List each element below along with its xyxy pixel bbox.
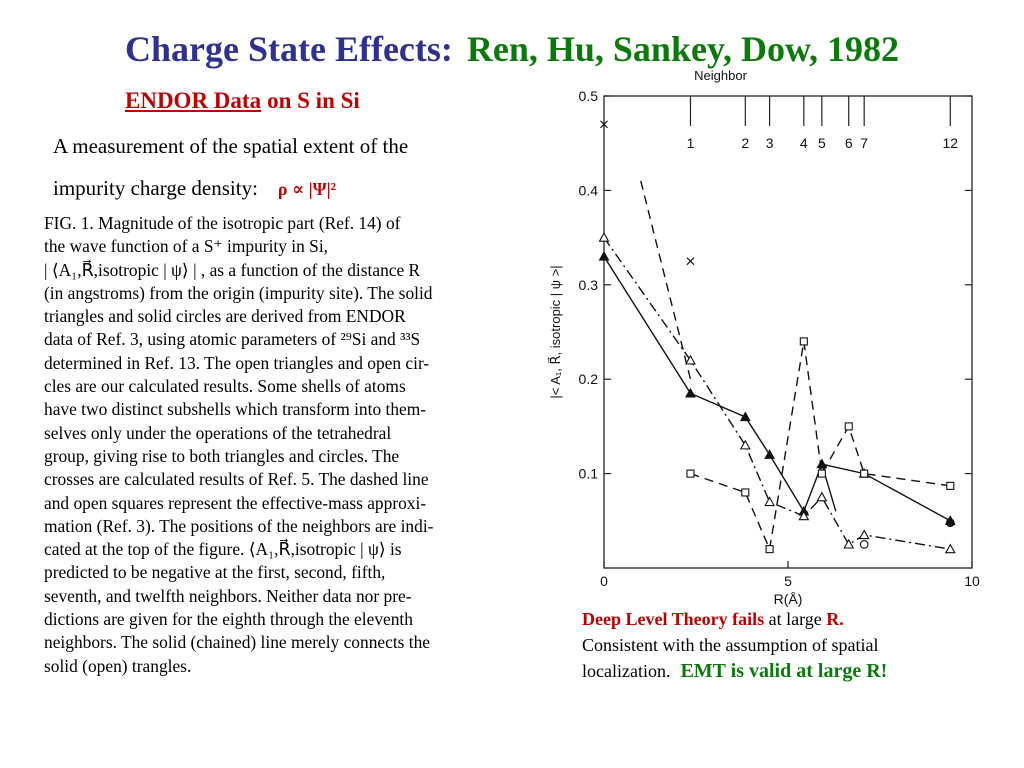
x-tick-label: 0	[600, 573, 608, 589]
caption-line: have two distinct subshells which transform into them-	[44, 399, 427, 420]
data-point-solid-triangle	[765, 450, 774, 458]
data-point-open-triangle	[844, 540, 853, 548]
data-point-open-square	[818, 470, 825, 477]
series-extra-segment	[641, 181, 691, 379]
neighbor-label: 12	[942, 135, 959, 151]
y-tick-label: 0.4	[578, 182, 598, 199]
description-line-1: A measurement of the spatial extent of the	[53, 134, 409, 158]
caption-line: group, giving rise to both triangles and circles. The	[44, 445, 400, 466]
conclusion-line-1	[582, 606, 1022, 632]
description-line-2-text: impurity charge density:	[53, 176, 258, 200]
neighbor-label: 1	[686, 135, 695, 151]
neighbor-label: 4	[799, 135, 808, 151]
conclusion-plain-text: at large	[768, 609, 822, 629]
title-main: Charge State Effects:	[125, 29, 453, 69]
conclusion	[582, 606, 1022, 684]
data-point-open-circle	[860, 541, 868, 549]
data-point-open-square	[766, 546, 773, 553]
y-axis-label: |< A₁, R⃗, isotropic | ψ >|	[548, 265, 563, 399]
data-point-open-square	[861, 470, 868, 477]
y-tick-label: 0.3	[578, 276, 598, 293]
y-tick-label: 0.1	[578, 465, 598, 482]
neighbor-label: 6	[844, 135, 853, 151]
slide-title	[0, 28, 1024, 70]
charge-density-formula: ρ ∝ |Ψ|²	[277, 179, 336, 199]
y-tick-label: 0.2	[578, 371, 598, 388]
conclusion-emt-valid: EMT is valid at large R!	[680, 660, 888, 682]
data-point-open-triangle	[946, 545, 955, 553]
data-point-solid-triangle	[686, 389, 695, 397]
subtitle-rest: on S in Si	[267, 88, 360, 113]
caption-line: solid (open) trangles.	[44, 655, 192, 676]
conclusion-line-3	[582, 658, 1022, 684]
conclusion-r-text: R.	[826, 609, 844, 629]
y-tick-label: 0.5	[578, 88, 598, 104]
neighbor-label: 7	[860, 135, 869, 151]
neighbor-label: 2	[741, 135, 750, 151]
data-point-open-square	[800, 338, 807, 345]
caption-line: triangles and solid circles are derived from ENDOR	[44, 306, 406, 327]
caption-line: data of Ref. 3, using atomic parameters of ²⁹Si and ³³S	[44, 329, 421, 350]
caption-line: seventh, and twelfth neighbors. Neither data nor pre-	[44, 585, 412, 606]
caption-line: the wave function of a S⁺ impurity in Si,	[44, 236, 329, 257]
title-authors: Ren, Hu, Sankey, Dow, 1982	[466, 29, 899, 69]
caption-line: selves only under the operations of the tetrahedral	[44, 422, 392, 443]
data-point-open-square	[687, 470, 694, 477]
caption-line: and open squares represent the effective-mass approxi-	[44, 492, 427, 513]
caption-line: mation (Ref. 3). The positions of the neighbors are indi-	[44, 515, 434, 536]
x-axis-label: R(Å)	[773, 591, 803, 607]
data-point-open-square	[742, 489, 749, 496]
description-line-2	[53, 176, 336, 201]
caption-line: cated at the top of the figure. ⟨A₁,R⃗,isotropic | ψ⟩ is	[44, 539, 402, 560]
data-point-solid-triangle	[600, 252, 609, 260]
data-point-cross	[687, 258, 694, 265]
x-tick-label: 10	[964, 573, 980, 589]
chart-svg	[538, 66, 1024, 612]
data-point-open-square	[947, 482, 954, 489]
data-point-open-triangle	[741, 441, 750, 449]
caption-line: (in angstroms) from the origin (impurity site). The solid	[44, 282, 433, 303]
subtitle	[125, 88, 360, 114]
data-point-solid-triangle	[817, 460, 826, 468]
data-point-solid-triangle	[741, 412, 750, 420]
data-point-open-triangle	[765, 497, 774, 505]
conclusion-red-text: Deep Level Theory fails	[582, 609, 765, 629]
neighbor-label: 3	[765, 135, 774, 151]
data-point-open-triangle	[600, 233, 609, 241]
wavefunction-chart	[538, 66, 1024, 612]
neighbor-axis-label: Neighbor	[694, 68, 747, 83]
subtitle-underlined: ENDOR Data	[125, 88, 262, 113]
data-point-open-triangle	[817, 493, 826, 501]
series-line-solid-triangle	[604, 256, 950, 520]
caption-line: cles are our calculated results. Some shells of atoms	[44, 376, 406, 397]
conclusion-localization: localization.	[582, 661, 671, 681]
caption-line: | ⟨A₁,R⃗,isotropic | ψ⟩ | , as a function of the distance R	[44, 259, 421, 280]
caption-line: neighbors. The solid (chained) line merely connects the	[44, 632, 431, 653]
data-point-open-square	[845, 423, 852, 430]
x-tick-label: 5	[784, 573, 792, 589]
series-line-open-square	[690, 341, 950, 549]
neighbor-label: 5	[817, 135, 826, 151]
plot-frame	[604, 96, 972, 568]
figure-caption	[44, 212, 514, 678]
caption-line: crosses are calculated results of Ref. 5. The dashed line	[44, 469, 429, 490]
data-point-solid-circle	[946, 519, 954, 527]
caption-line: FIG. 1. Magnitude of the isotropic part (Ref. 14) of	[44, 213, 401, 233]
caption-line: predicted to be negative at the first, second, fifth,	[44, 562, 386, 583]
caption-line: dictions are given for the eighth through the eleventh	[44, 609, 413, 630]
caption-line: determined in Ref. 13. The open triangles and open cir-	[44, 352, 430, 373]
data-point-open-triangle	[860, 530, 869, 538]
conclusion-line-2: Consistent with the assumption of spatial	[582, 635, 879, 655]
